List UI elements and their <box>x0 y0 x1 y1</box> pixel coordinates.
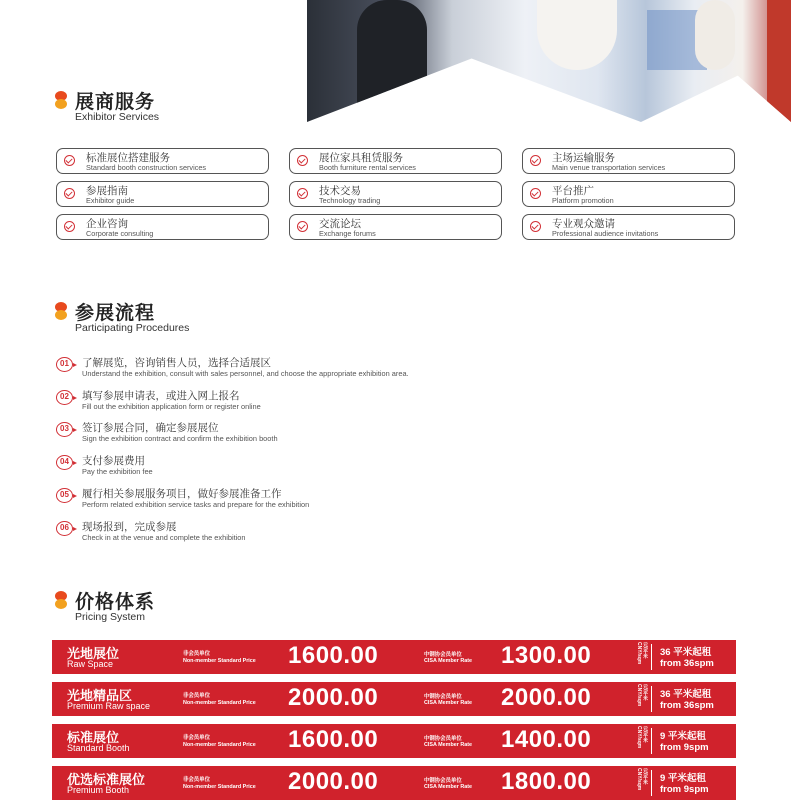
service-item <box>522 181 735 207</box>
price-unit: 元/平米 CNY/sqm <box>636 642 648 665</box>
step-text-en: Check in at the venue and complete the exhibition <box>82 533 246 542</box>
section-bullet-icon <box>54 302 68 320</box>
nonmember-price: 2000.00 <box>288 684 379 711</box>
section-subtitle: Exhibitor Services <box>75 111 160 123</box>
step-text-en: Perform related exhibition service tasks and prepare for the exhibition <box>82 500 310 509</box>
service-name: 标准展位搭建服务 <box>86 152 170 164</box>
service-name-en: Platform promotion <box>552 196 614 205</box>
service-item <box>56 214 269 240</box>
service-name: 平台推广 <box>552 185 594 197</box>
member-label-en: CISA Member Rate <box>424 658 473 664</box>
booth-type-en: Premium Raw space <box>67 701 151 711</box>
price-unit: 元/平米 CNY/sqm <box>636 684 648 707</box>
service-item <box>289 181 502 207</box>
exhibition-photo <box>307 0 791 122</box>
nonmember-label: 非会员单位 <box>183 693 210 699</box>
min-size: 9 平米起租 <box>660 731 706 742</box>
step-text: 履行相关参展服务项目，做好参展准备工作 <box>82 488 282 500</box>
step-number-icon: 03 <box>56 422 73 437</box>
service-name: 交流论坛 <box>319 218 361 230</box>
service-name: 主场运输服务 <box>552 152 615 164</box>
booth-type: 光地展位 <box>67 646 120 661</box>
price-unit: 元/平米 CNY/sqm <box>636 768 648 791</box>
min-size-en: from 36spm <box>660 658 714 669</box>
service-name-en: Professional audience invitations <box>552 229 659 238</box>
section-subtitle: Participating Procedures <box>75 322 190 334</box>
member-label: 中钢协会员单位 <box>424 736 462 742</box>
check-circle-icon <box>64 155 75 166</box>
service-name-en: Exhibitor guide <box>86 196 135 205</box>
price-row <box>52 682 736 716</box>
booth-type-en: Raw Space <box>67 659 114 669</box>
service-item <box>522 148 735 174</box>
service-name-en: Corporate consulting <box>86 229 154 238</box>
service-name: 参展指南 <box>86 185 128 197</box>
service-name-en: Technology trading <box>319 196 381 205</box>
step-number-icon: 04 <box>56 455 73 470</box>
nonmember-label: 非会员单位 <box>183 735 210 741</box>
member-label-en: CISA Member Rate <box>424 700 473 706</box>
booth-type: 标准展位 <box>67 730 120 745</box>
section-title: 价格体系 <box>75 592 156 613</box>
member-label-en: CISA Member Rate <box>424 742 473 748</box>
check-circle-icon <box>530 221 541 232</box>
min-size-en: from 36spm <box>660 700 714 711</box>
member-price: 1800.00 <box>501 768 592 795</box>
check-circle-icon <box>64 221 75 232</box>
min-size: 9 平米起租 <box>660 773 706 784</box>
nonmember-label: 非会员单位 <box>183 777 210 783</box>
service-item <box>56 148 269 174</box>
step-number-icon: 02 <box>56 390 73 405</box>
step-text: 现场报到，完成参展 <box>82 521 177 533</box>
service-name: 展位家具租赁服务 <box>319 152 403 164</box>
service-item <box>522 214 735 240</box>
price-row <box>52 724 736 758</box>
booth-type: 优选标准展位 <box>67 772 146 787</box>
section-title: 参展流程 <box>75 303 156 324</box>
price-row <box>52 766 736 800</box>
check-circle-icon <box>297 221 308 232</box>
price-row <box>52 640 736 674</box>
member-price: 1400.00 <box>501 726 592 753</box>
booth-type: 光地精品区 <box>67 688 133 703</box>
nonmember-price: 1600.00 <box>288 642 379 669</box>
service-item <box>289 148 502 174</box>
check-circle-icon <box>530 155 541 166</box>
booth-type-en: Premium Booth <box>67 785 130 795</box>
step-text-en: Sign the exhibition contract and confirm the exhibition booth <box>82 434 278 443</box>
step-text: 签订参展合同，确定参展展位 <box>82 422 219 434</box>
nonmember-price: 2000.00 <box>288 768 379 795</box>
min-size: 36 平米起租 <box>660 689 712 700</box>
nonmember-price: 1600.00 <box>288 726 379 753</box>
nonmember-label: 非会员单位 <box>183 651 210 657</box>
step-text: 支付参展费用 <box>82 455 145 467</box>
min-size-en: from 9spm <box>660 784 709 795</box>
member-price: 1300.00 <box>501 642 592 669</box>
section-bullet-icon <box>54 91 68 109</box>
step-number-icon: 06 <box>56 521 73 536</box>
nonmember-label-en: Non-member Standard Price <box>183 658 256 664</box>
nonmember-label-en: Non-member Standard Price <box>183 700 256 706</box>
member-label: 中钢协会员单位 <box>424 694 462 700</box>
check-circle-icon <box>297 188 308 199</box>
step-number-icon: 01 <box>56 357 73 372</box>
divider <box>651 770 652 796</box>
nonmember-label-en: Non-member Standard Price <box>183 742 256 748</box>
step-text: 填写参展申请表，或进入网上报名 <box>82 390 240 402</box>
section-subtitle: Pricing System <box>75 611 146 623</box>
step-text-en: Pay the exhibition fee <box>82 467 153 476</box>
check-circle-icon <box>530 188 541 199</box>
service-name-en: Main venue transportation services <box>552 163 666 172</box>
member-label: 中钢协会员单位 <box>424 652 462 658</box>
price-unit: 元/平米 CNY/sqm <box>636 726 648 749</box>
service-name: 专业观众邀请 <box>552 218 615 230</box>
section-title: 展商服务 <box>75 92 156 113</box>
service-name-en: Booth furniture rental services <box>319 163 416 172</box>
step-text-en: Fill out the exhibition application form or register online <box>82 402 261 411</box>
member-label: 中钢协会员单位 <box>424 778 462 784</box>
section-bullet-icon <box>54 591 68 609</box>
booth-type-en: Standard Booth <box>67 743 130 753</box>
step-number-icon: 05 <box>56 488 73 503</box>
divider <box>651 644 652 670</box>
member-price: 2000.00 <box>501 684 592 711</box>
step-text: 了解展览，咨询销售人员，选择合适展区 <box>82 357 271 369</box>
service-name: 企业咨询 <box>86 218 128 230</box>
service-name-en: Standard booth construction services <box>86 163 207 172</box>
min-size-en: from 9spm <box>660 742 709 753</box>
check-circle-icon <box>64 188 75 199</box>
service-item <box>56 181 269 207</box>
service-item <box>289 214 502 240</box>
member-label-en: CISA Member Rate <box>424 784 473 790</box>
divider <box>651 686 652 712</box>
service-name: 技术交易 <box>319 185 361 197</box>
check-circle-icon <box>297 155 308 166</box>
min-size: 36 平米起租 <box>660 647 712 658</box>
divider <box>651 728 652 754</box>
service-name-en: Exchange forums <box>319 229 376 238</box>
step-text-en: Understand the exhibition, consult with sales personnel, and choose the appropriate exhibition area. <box>82 369 409 378</box>
nonmember-label-en: Non-member Standard Price <box>183 784 256 790</box>
